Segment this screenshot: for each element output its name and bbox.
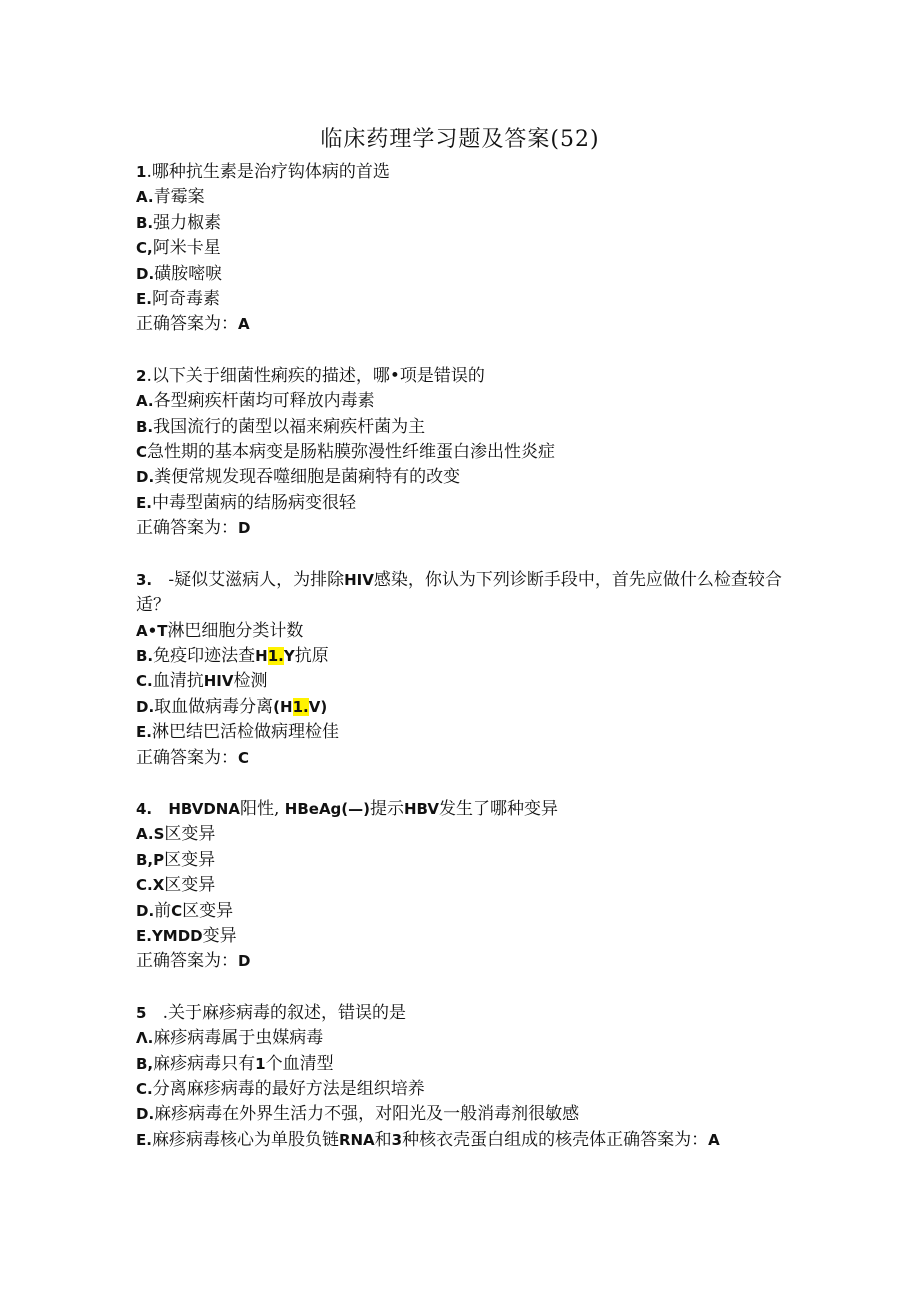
- option-e: E.中毒型菌病的结肠病变很轻: [136, 492, 356, 513]
- option-a: Λ.麻疹病毒属于虫媒病毒: [136, 1028, 324, 1049]
- question-stem: 4. HBVDNA阳性, HBeAg(—)提示HBV发生了哪种变异: [136, 798, 558, 819]
- option-b: B.我国流行的菌型以福来痢疾杆菌为主: [136, 416, 426, 437]
- option-e: E.麻疹病毒核心为单股负链RNA和3种核衣壳蛋白组成的核壳体正确答案为：A: [136, 1129, 720, 1150]
- option-b: B,麻疹病毒只有1个血清型: [136, 1053, 334, 1074]
- option-e: E.YMDD变异: [136, 925, 237, 946]
- option-d: D.前C区变异: [136, 900, 234, 921]
- answer-line: 正确答案为：C: [136, 747, 250, 768]
- answer-line: 正确答案为：D: [136, 518, 251, 539]
- option-a: A•T淋巴细胞分类计数: [136, 620, 304, 641]
- answer-line: 正确答案为：D: [136, 951, 251, 972]
- question-5: [136, 1001, 816, 1153]
- question-list: [136, 160, 816, 1153]
- option-c: C.分离麻疹病毒的最好方法是组织培养: [136, 1079, 425, 1099]
- option-b: B.强力椒素: [136, 212, 222, 233]
- option-d: D.粪便常规发现吞噬细胞是菌痢特有的改变: [136, 467, 461, 488]
- option-b: B.免疫印迹法查H1.Y抗原: [136, 645, 329, 666]
- option-d: D.磺胺嘧唳: [136, 263, 223, 284]
- option-a: A.青霉案: [136, 187, 205, 208]
- question-stem: 5 .关于麻疹病毒的叙述，错误的是: [136, 1002, 407, 1023]
- option-a: A.各型痢疾杆菌均可释放内毒素: [136, 391, 375, 412]
- highlighted-text: 1.: [292, 697, 309, 716]
- option-c: C.血清抗HIV检测: [136, 671, 268, 692]
- highlighted-text: 1.: [267, 646, 284, 665]
- option-d: D.取血做病毒分离(H1.V): [136, 696, 328, 717]
- question-stem: 2.以下关于细菌性痢疾的描述，哪•项是错误的: [136, 365, 485, 386]
- question-1: [136, 160, 816, 338]
- option-c: C.X区变异: [136, 875, 216, 896]
- question-2: [136, 364, 816, 542]
- option-c: C,阿米卡星: [136, 238, 221, 259]
- option-a: A.S区变异: [136, 824, 216, 845]
- page-title: 临床药理学习题及答案(52): [320, 127, 600, 152]
- question-stem: 1.哪种抗生素是治疗钩体病的首选: [136, 162, 390, 182]
- option-d: D.麻疹病毒在外界生活力不强，对阳光及一般消毒剂很敏感: [136, 1104, 580, 1125]
- question-stem: 3. -疑似艾滋病人，为排除HIV感染，你认为下列诊断手段中，首先应做什么检查较合适？: [136, 569, 782, 616]
- option-b: B,P区变异: [136, 849, 216, 870]
- option-e: E.淋巴结巴活检做病理检佳: [136, 722, 339, 743]
- question-3: [136, 568, 816, 771]
- question-4: [136, 797, 816, 975]
- option-c: C急性期的基本病变是肠粘膜弥漫性纤维蛋白渗出性炎症: [136, 442, 556, 463]
- answer-line: 正确答案为：A: [136, 314, 250, 335]
- option-e: E.阿奇毒素: [136, 289, 220, 310]
